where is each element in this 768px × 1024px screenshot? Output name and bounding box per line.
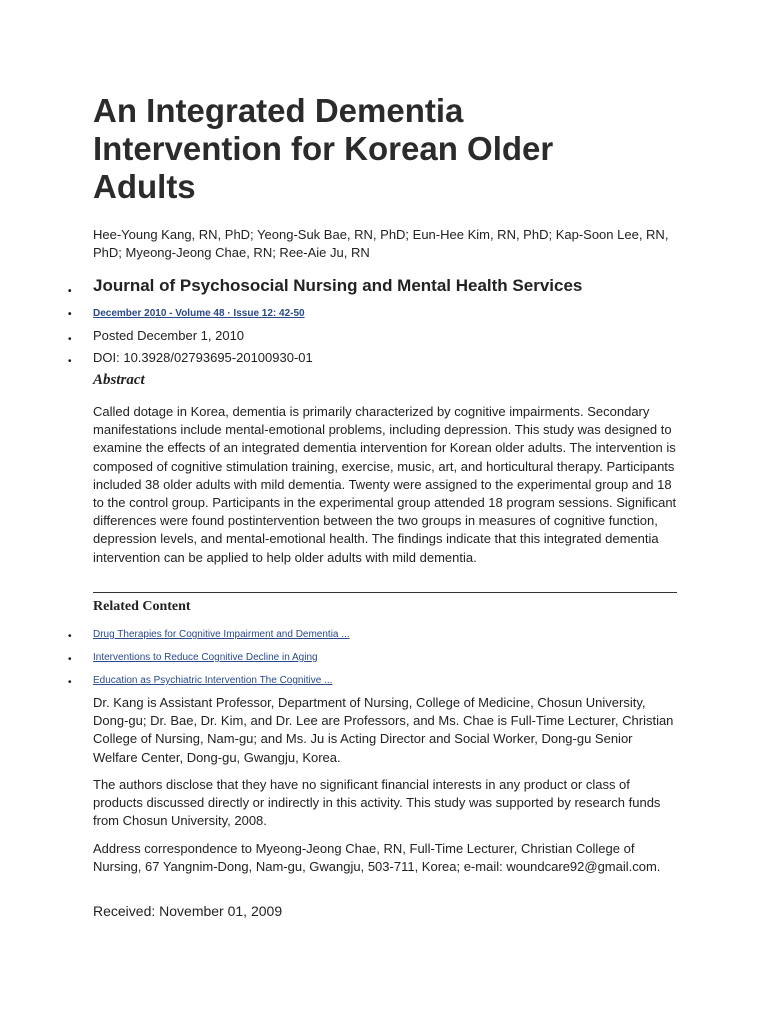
affiliations-paragraph: Dr. Kang is Assistant Professor, Department of Nursing, College of Medicine, Chosun University, Dong-gu; Dr. Bae, Dr. Kim, and Dr. Lee are Professors, and Ms. Chae is Full-Time Lecturer, Christian College of Nursing, Nam-gu; and Ms. Ju is Acting Director and Social Worker, Dong-gu Senior Welfare Center, Dong-gu, Gwangju, Korea.: [93, 695, 674, 765]
author-list: Hee-Young Kang, RN, PhD; Yeong-Suk Bae, RN, PhD; Eun-Hee Kim, RN, PhD; Kap-Soon Lee, RN, PhD; Myeong-Jeong Chae, RN; Ree-Aie Ju, RN: [93, 227, 669, 260]
received-date: Received: November 01, 2009: [93, 903, 283, 919]
abstract-body: Called dotage in Korea, dementia is primarily characterized by cognitive impairments. Secondary manifestations include mental-emotional problems, including depression. This study was designed to examine the effects of an integrated dementia intervention for Korean older adults. The intervention is composed of cognitive stimulation training, exercise, music, art, and horticultural therapy. Participants included 38 older adults with mild dementia. Twenty were assigned to the experimental group and 18 to the control group. Participants in the experimental group attended 18 program sessions. Significant differences were found postintervention between the two groups in measures of cognitive function, depression levels, and mental-emotional health. The findings indicate that this integrated dementia intervention can be applied to help older adults with mild dementia.: [93, 404, 677, 565]
bullet-icon: •: [68, 356, 72, 367]
journal-name-item: [68, 275, 683, 305]
bullet-icon: •: [68, 309, 72, 320]
related-link-interventions[interactable]: [68, 651, 350, 674]
section-divider: [93, 592, 677, 593]
posted-date: Posted December 1, 2010: [93, 328, 245, 343]
posted-date-item: [68, 327, 683, 349]
disclosure-paragraph: The authors disclose that they have no significant financial interests in any product or class of products discussed directly or indirectly in this activity. This study was supported by research funds from Chosun University, 2008.: [93, 777, 661, 829]
related-content-heading: Related Content: [93, 599, 191, 614]
doi-item: [68, 349, 683, 371]
related-link-label[interactable]: Education as Psychiatric Intervention The Cognitive ...: [93, 675, 333, 686]
article-title: An Integrated Dementia Intervention for Korean Older Adults: [93, 92, 554, 205]
abstract-heading: Abstract: [93, 372, 145, 388]
issue-link[interactable]: December 2010 - Volume 48 · Issue 12: 42-50: [93, 308, 305, 319]
bullet-icon: •: [68, 631, 72, 642]
related-link-drug-therapies[interactable]: [68, 628, 350, 651]
correspondence-paragraph: Address correspondence to Myeong-Jeong Chae, RN, Full-Time Lecturer, Christian College of Nursing, 67 Yangnim-Dong, Nam-gu, Gwangju, 503-711, Korea; e-mail: woundcare92@gmail.com.: [93, 841, 661, 875]
bullet-icon: •: [68, 677, 72, 688]
doi-text: DOI: 10.3928/02793695-20100930-01: [93, 350, 313, 365]
bullet-icon: •: [68, 654, 72, 665]
article-meta-list: [68, 275, 683, 371]
bullet-icon: •: [68, 334, 72, 345]
journal-name: Journal of Psychosocial Nursing and Mental Health Services: [93, 276, 583, 295]
related-link-label[interactable]: Drug Therapies for Cognitive Impairment and Dementia ...: [93, 629, 350, 640]
related-content-list: [68, 628, 350, 697]
related-link-label[interactable]: Interventions to Reduce Cognitive Decline in Aging: [93, 652, 318, 663]
issue-item: [68, 305, 683, 327]
bullet-icon: •: [68, 286, 72, 297]
